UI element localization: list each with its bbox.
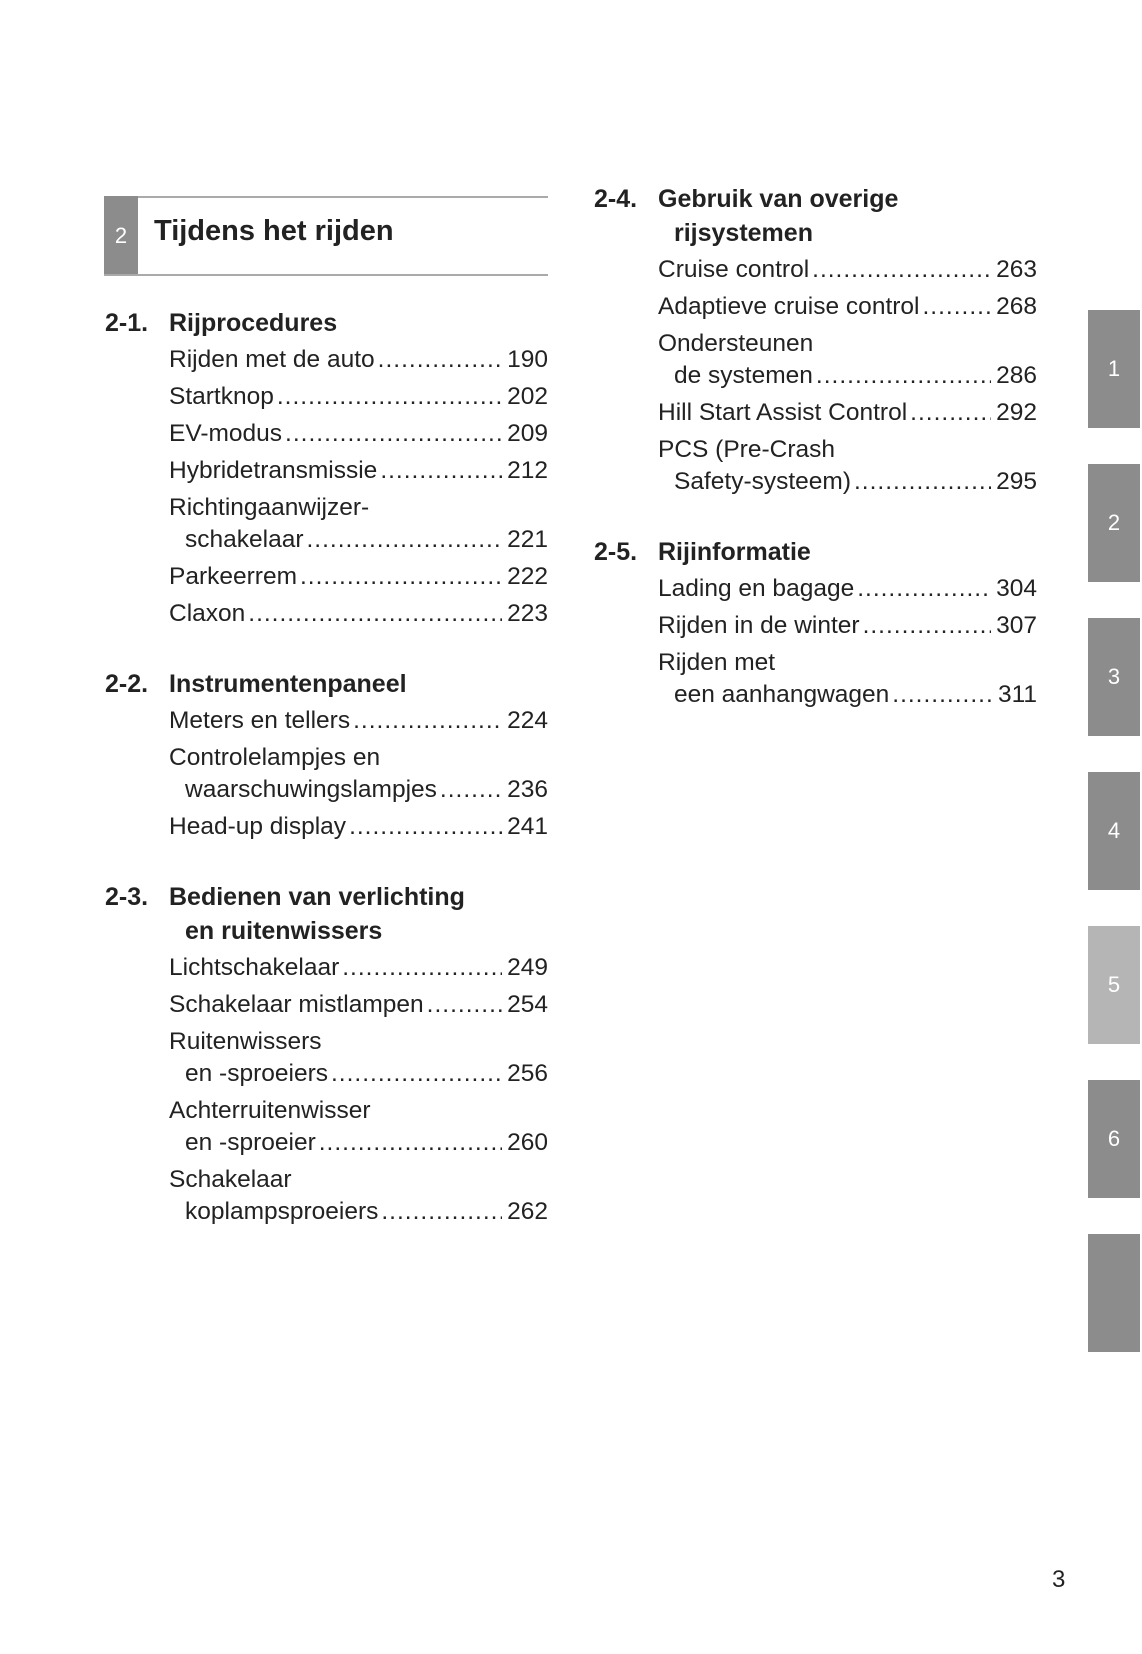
entry-label: Lichtschakelaar <box>169 954 340 981</box>
toc-entry[interactable] <box>169 598 548 630</box>
toc-section <box>105 880 548 1228</box>
dot-leader <box>854 573 991 605</box>
entry-label: EV-modus <box>169 420 283 447</box>
chapter-title: Tijdens het rijden <box>154 215 394 247</box>
section-number: 2-1. <box>105 309 149 337</box>
entry-row <box>169 811 548 843</box>
dot-leader <box>346 811 502 843</box>
entry-page-number: 295 <box>996 468 1037 495</box>
entry-label: Rijden met de auto <box>169 346 375 373</box>
entry-label-line: PCS (Pre-Crash <box>658 436 835 463</box>
section-title-line: Rijinformatie <box>658 538 811 566</box>
entry-page-number: 190 <box>507 346 548 373</box>
section-heading <box>105 306 548 340</box>
entry-page-number: 221 <box>507 526 548 553</box>
toc-entry[interactable] <box>169 344 548 376</box>
entry-row <box>658 466 1037 498</box>
toc-column-right <box>594 182 1037 748</box>
entry-row <box>169 455 548 487</box>
entry-label: Cruise control <box>658 256 810 283</box>
entry-row <box>169 705 548 737</box>
toc-section <box>594 535 1037 711</box>
entry-label: schakelaar <box>185 526 304 553</box>
dot-leader <box>245 598 502 630</box>
entry-page-number: 256 <box>507 1060 548 1087</box>
section-heading <box>594 182 1037 250</box>
entry-page-number: 307 <box>996 612 1037 639</box>
chapter-header <box>104 196 548 276</box>
toc-section <box>105 667 548 843</box>
entry-row <box>169 1196 548 1228</box>
header-rule-top <box>138 196 548 198</box>
entry-label: Hybridetransmissie <box>169 457 378 484</box>
toc-entry[interactable] <box>169 561 548 593</box>
section-title-line: Bedienen van verlichting <box>169 883 465 911</box>
entry-page-number: 249 <box>507 954 548 981</box>
entry-row <box>169 1058 548 1090</box>
entry-page-number: 222 <box>507 563 548 590</box>
entry-label: Lading en bagage <box>658 575 855 602</box>
dot-leader <box>437 774 502 806</box>
toc-entry[interactable] <box>169 989 548 1021</box>
entry-label-line: Schakelaar <box>169 1166 292 1193</box>
entry-row <box>169 952 548 984</box>
dot-leader <box>907 397 991 429</box>
entry-row <box>658 679 1037 711</box>
entry-page-number: 292 <box>996 399 1037 426</box>
entry-page-number: 286 <box>996 362 1037 389</box>
entry-label: waarschuwingslampjes <box>185 776 437 803</box>
toc-entry[interactable] <box>658 328 1037 392</box>
toc-entry[interactable] <box>658 434 1037 498</box>
section-heading <box>105 880 548 948</box>
section-title <box>169 306 548 340</box>
entry-page-number: 268 <box>996 293 1037 320</box>
chapter-tab[interactable]: 4 <box>1088 772 1140 890</box>
dot-leader <box>860 610 991 642</box>
entry-row <box>658 397 1037 429</box>
dot-leader <box>809 254 991 286</box>
entry-row <box>169 989 548 1021</box>
entry-row <box>169 1127 548 1159</box>
toc-entry[interactable] <box>658 291 1037 323</box>
entry-page-number: 262 <box>507 1198 548 1225</box>
section-number: 2-3. <box>105 883 149 911</box>
entry-page-number: 209 <box>507 420 548 447</box>
entry-row <box>169 598 548 630</box>
dot-leader <box>375 344 502 376</box>
section-heading <box>594 535 1037 569</box>
chapter-tab[interactable]: 5 <box>1088 926 1140 1044</box>
entry-page-number: 202 <box>507 383 548 410</box>
entry-page-number: 212 <box>507 457 548 484</box>
toc-entry[interactable] <box>169 952 548 984</box>
dot-leader <box>378 1196 502 1228</box>
entry-row <box>658 291 1037 323</box>
entry-label: Claxon <box>169 600 246 627</box>
entry-row <box>658 254 1037 286</box>
entry-label: Head-up display <box>169 813 347 840</box>
entry-row <box>658 610 1037 642</box>
section-title-line: rijsystemen <box>674 219 813 247</box>
toc-entry[interactable] <box>169 455 548 487</box>
section-heading <box>105 667 548 701</box>
header-rule-bottom <box>104 274 548 276</box>
section-number: 2-4. <box>594 185 638 213</box>
toc-entry[interactable] <box>658 573 1037 605</box>
entry-label: de systemen <box>674 362 813 389</box>
entry-label: Hill Start Assist Control <box>658 399 908 426</box>
entry-label-line: Ondersteunen <box>658 330 814 357</box>
entry-page-number: 304 <box>996 575 1037 602</box>
dot-leader <box>339 952 502 984</box>
entry-label-line: Controlelampjes en <box>169 744 381 771</box>
entry-label-line: Rijden met <box>658 649 776 676</box>
section-title <box>169 667 548 701</box>
toc-section <box>105 306 548 630</box>
entry-row <box>169 381 548 413</box>
toc-entry[interactable] <box>169 811 548 843</box>
chapter-tab[interactable]: 1 <box>1088 310 1140 428</box>
toc-entry[interactable] <box>169 742 548 806</box>
toc-entry[interactable] <box>658 647 1037 711</box>
dot-leader <box>813 360 991 392</box>
entry-page-number: 254 <box>507 991 548 1018</box>
dot-leader <box>274 381 502 413</box>
chapter-tab[interactable]: 2 <box>1088 464 1140 582</box>
toc-entry[interactable] <box>169 1026 548 1090</box>
dot-leader <box>316 1127 502 1159</box>
entry-page-number: 263 <box>996 256 1037 283</box>
entry-label: Meters en tellers <box>169 707 351 734</box>
toc-entry[interactable] <box>169 1164 548 1228</box>
section-title <box>658 182 1037 250</box>
entry-label: Adaptieve cruise control <box>658 293 920 320</box>
entry-label: een aanhangwagen <box>674 681 890 708</box>
dot-leader <box>328 1058 502 1090</box>
dot-leader <box>282 418 502 450</box>
entry-label-line: Achterruitenwisser <box>169 1097 371 1124</box>
toc-entry[interactable] <box>169 492 548 556</box>
toc-section <box>594 182 1037 498</box>
dot-leader <box>889 679 991 711</box>
entry-label: Safety-systeem) <box>674 468 851 495</box>
chapter-tab[interactable]: 3 <box>1088 618 1140 736</box>
entry-row <box>658 573 1037 605</box>
entry-page-number: 223 <box>507 600 548 627</box>
entry-row <box>169 774 548 806</box>
dot-leader <box>303 524 502 556</box>
entry-page-number: 241 <box>507 813 548 840</box>
entry-page-number: 260 <box>507 1129 548 1156</box>
toc-entry[interactable] <box>658 397 1037 429</box>
entry-row <box>169 561 548 593</box>
section-title <box>658 535 1037 569</box>
section-number: 2-5. <box>594 538 638 566</box>
dot-leader <box>377 455 502 487</box>
entry-label-line: Ruitenwissers <box>169 1028 322 1055</box>
dot-leader <box>350 705 502 737</box>
section-title <box>169 880 548 948</box>
entry-label-line: Richtingaanwijzer- <box>169 494 370 521</box>
entry-page-number: 224 <box>507 707 548 734</box>
section-title-line: en ruitenwissers <box>185 917 383 945</box>
entry-row <box>169 418 548 450</box>
chapter-number: 2 <box>104 196 138 276</box>
entry-label: Parkeerrem <box>169 563 297 590</box>
section-number: 2-2. <box>105 670 149 698</box>
entry-label: Rijden in de winter <box>658 612 860 639</box>
entry-page-number: 311 <box>997 681 1037 708</box>
entry-label: Schakelaar mistlampen <box>169 991 424 1018</box>
entry-row <box>169 524 548 556</box>
entry-page-number: 236 <box>507 776 548 803</box>
toc-entry[interactable] <box>169 418 548 450</box>
dot-leader <box>424 989 502 1021</box>
entry-row <box>658 360 1037 392</box>
page-number: 3 <box>1052 1566 1066 1593</box>
dot-leader <box>919 291 991 323</box>
entry-label: en -sproeiers <box>185 1060 328 1087</box>
toc-entry[interactable] <box>658 610 1037 642</box>
chapter-tab[interactable]: 6 <box>1088 1080 1140 1198</box>
toc-entry[interactable] <box>169 705 548 737</box>
toc-entry[interactable] <box>658 254 1037 286</box>
section-title-line: Instrumentenpaneel <box>169 670 407 698</box>
toc-column-left <box>105 306 548 1265</box>
toc-entry[interactable] <box>169 381 548 413</box>
dot-leader <box>851 466 991 498</box>
chapter-tab[interactable] <box>1088 1234 1140 1352</box>
entry-row <box>169 344 548 376</box>
toc-entry[interactable] <box>169 1095 548 1159</box>
entry-label: en -sproeier <box>185 1129 316 1156</box>
entry-label: Startknop <box>169 383 274 410</box>
section-title-line: Rijprocedures <box>169 309 338 337</box>
entry-label: koplampsproeiers <box>185 1198 379 1225</box>
dot-leader <box>297 561 502 593</box>
section-title-line: Gebruik van overige <box>658 185 899 213</box>
